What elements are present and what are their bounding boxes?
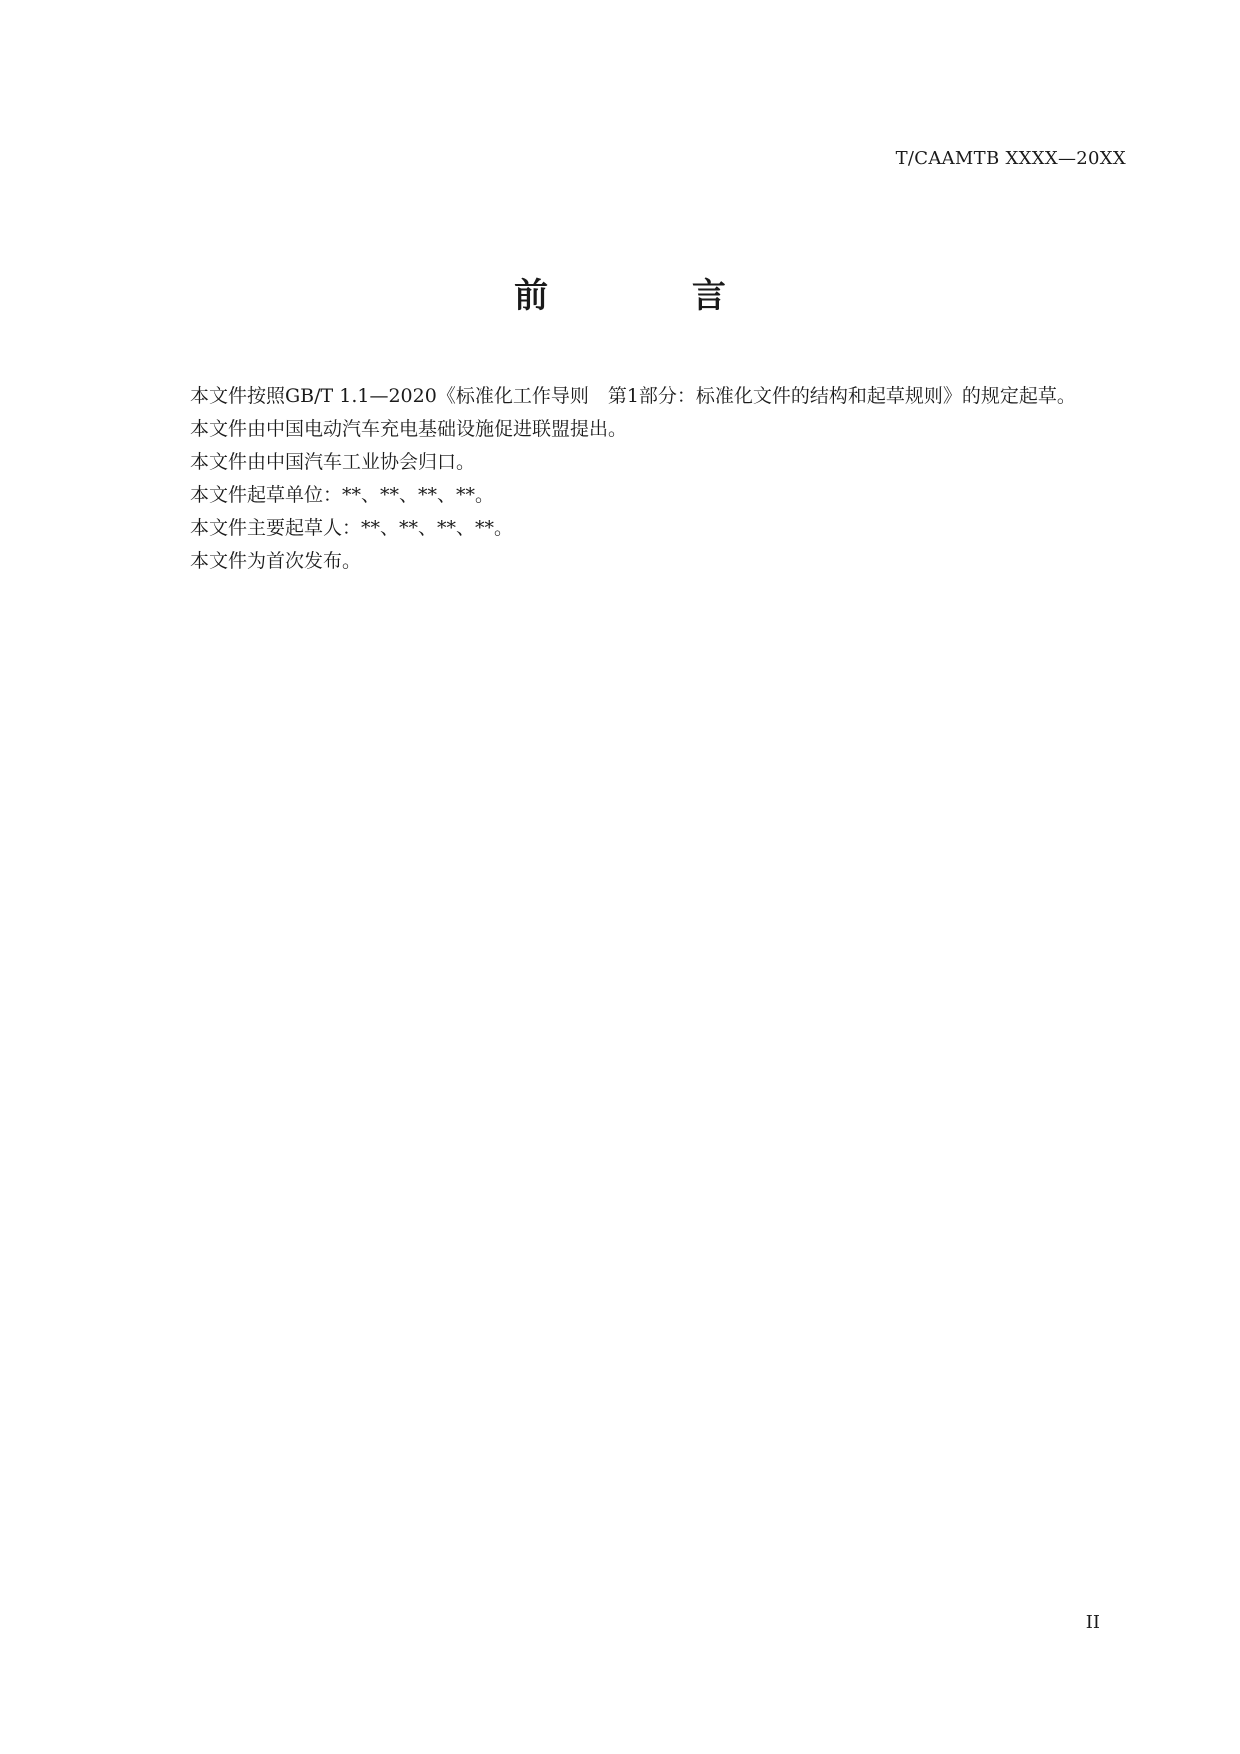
foreword-paragraph: 本文件由中国汽车工业协会归口。 <box>190 451 476 473</box>
foreword-body <box>148 380 1126 578</box>
foreword-paragraph: 本文件按照GB/T 1.1—2020《标准化工作导则 第1部分：标准化文件的结构和起草规则》的规定起草。 <box>190 385 1076 407</box>
foreword-paragraph: 本文件主要起草人：**、**、**、**。 <box>190 517 514 539</box>
page-title: 前 言 <box>514 276 792 316</box>
foreword-paragraph: 本文件起草单位：**、**、**、**。 <box>190 484 495 506</box>
page-number: II <box>1085 1612 1100 1633</box>
document-code: T/CAAMTB XXXX—20XX <box>895 148 1126 169</box>
foreword-paragraph: 本文件由中国电动汽车充电基础设施促进联盟提出。 <box>190 418 628 440</box>
foreword-paragraph: 本文件为首次发布。 <box>190 550 362 572</box>
